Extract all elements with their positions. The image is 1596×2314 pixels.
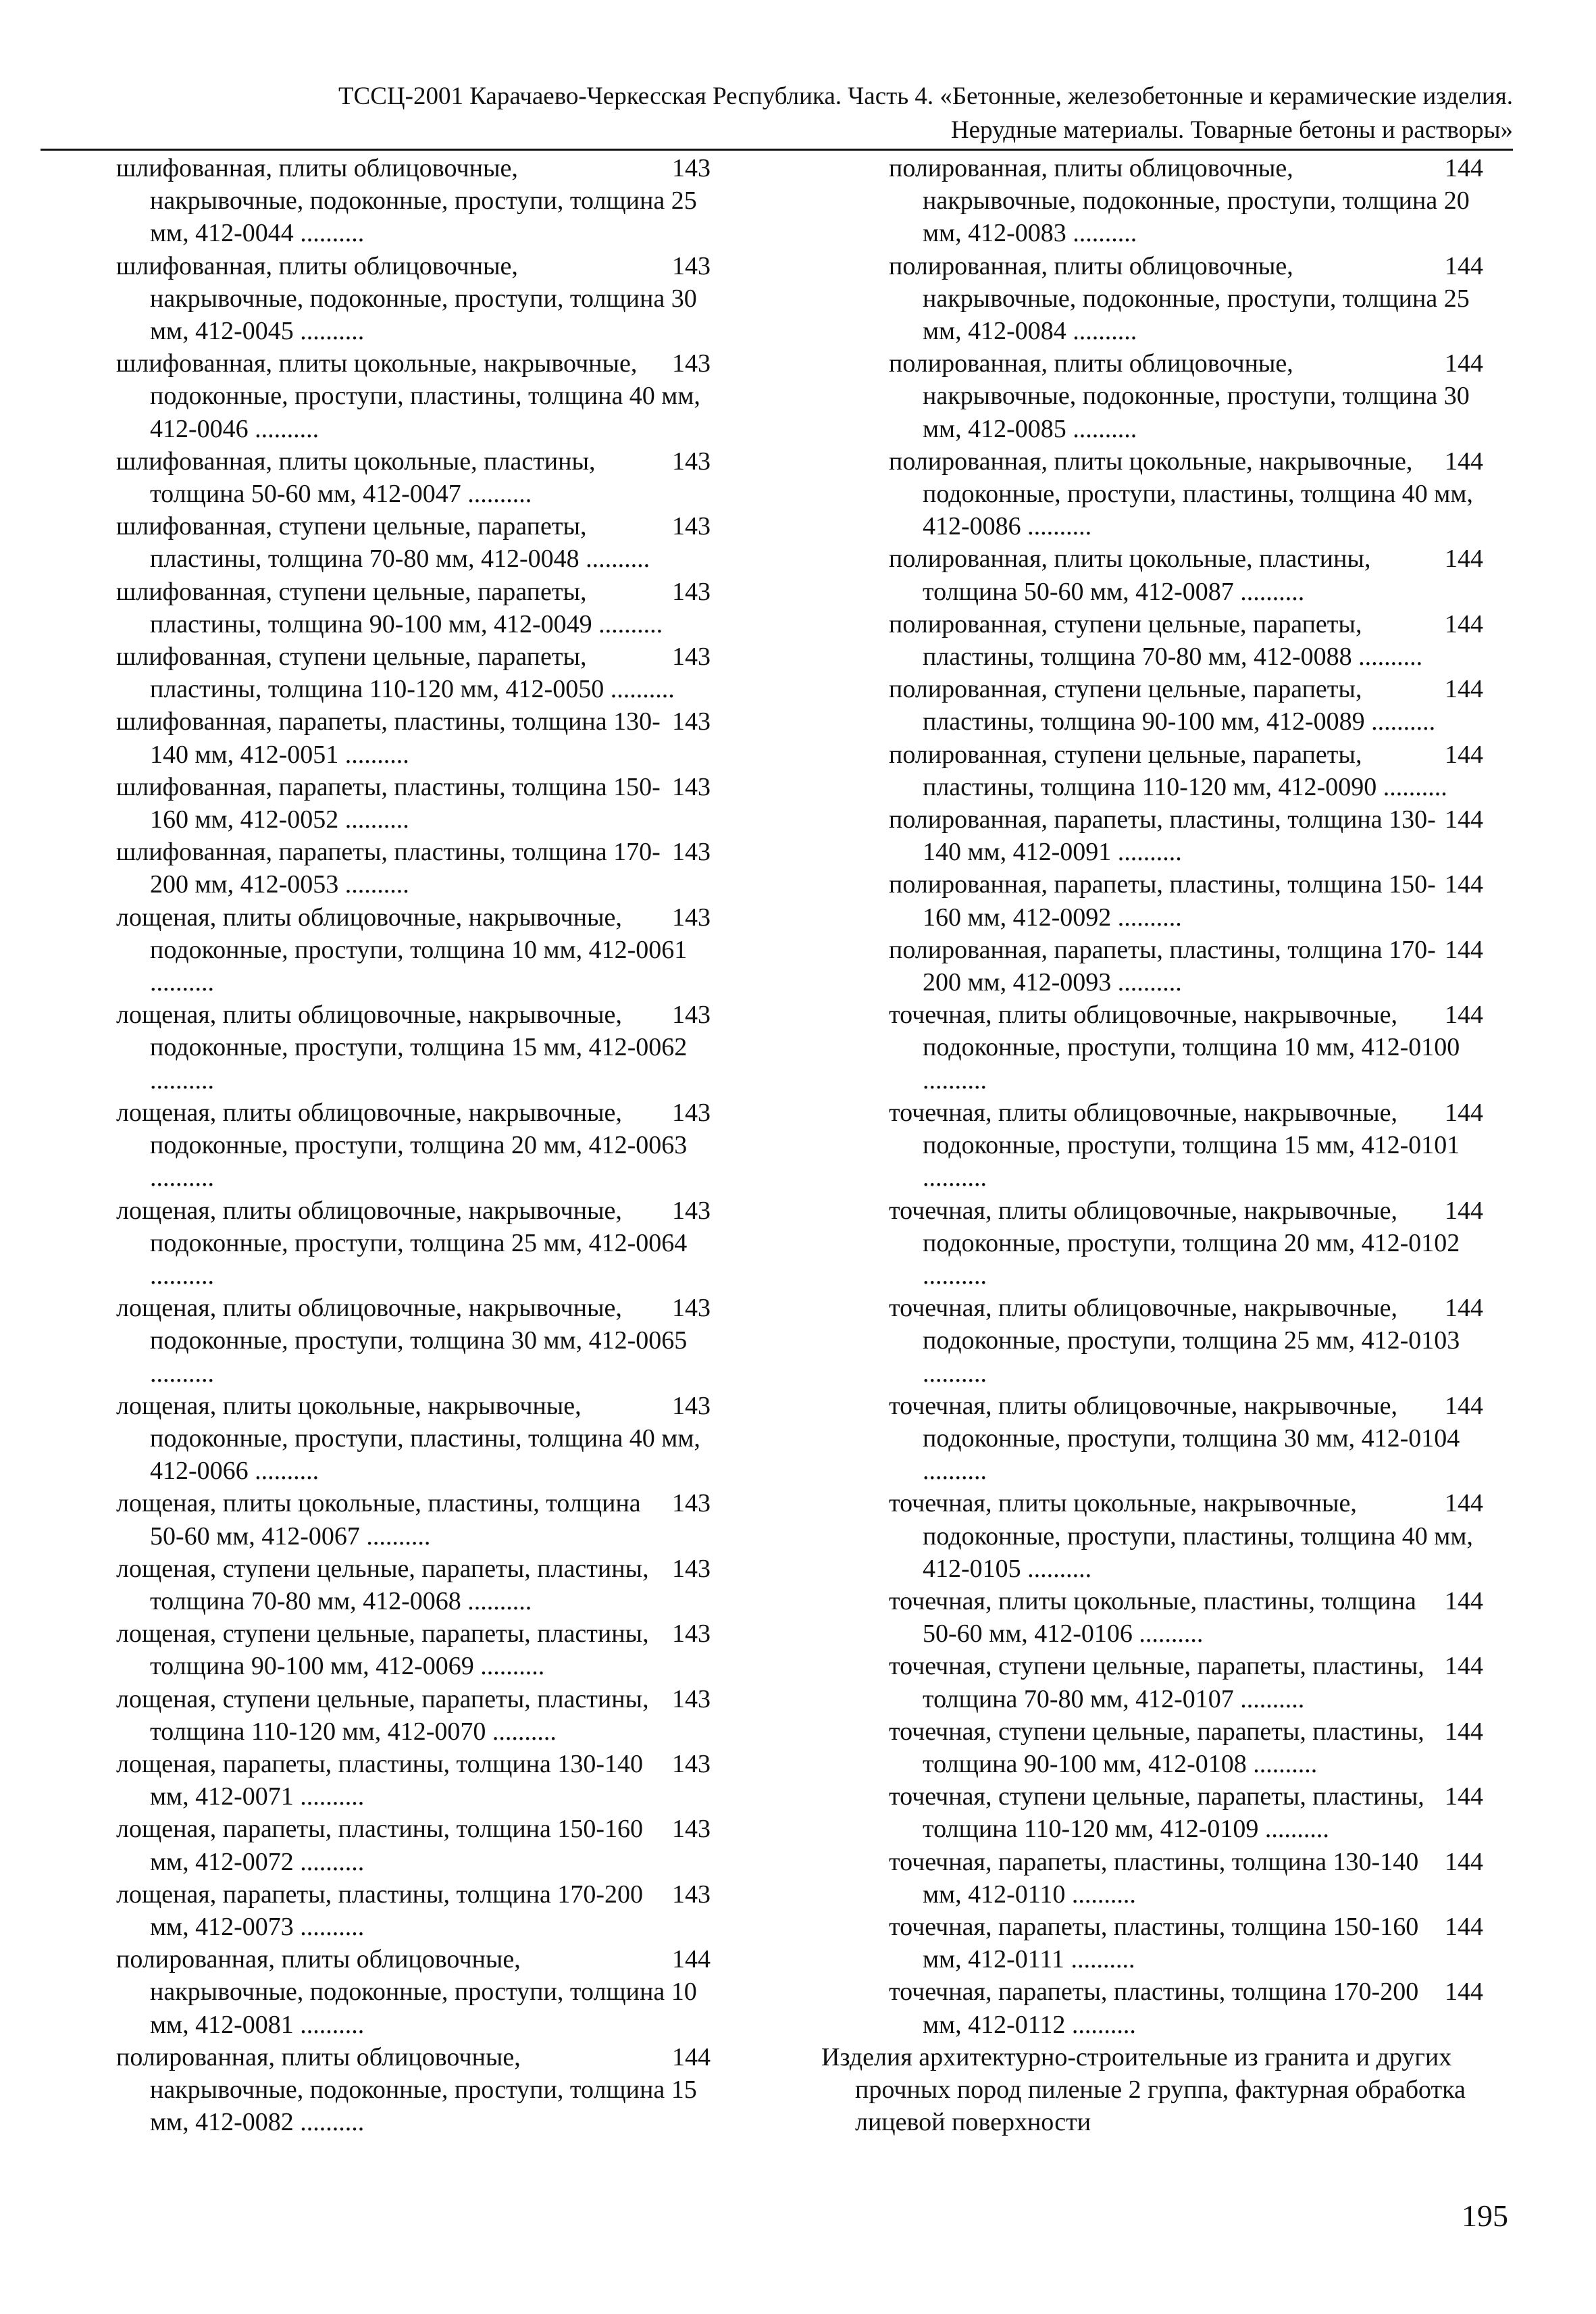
index-entry-page: 143: [672, 154, 711, 182]
index-entry: [116, 1097, 711, 1194]
index-entry-page: 143: [672, 1489, 711, 1518]
index-entry-page: 144: [1445, 740, 1483, 769]
index-entry-text: полированная, парапеты, пластины, толщина 150-160 мм, 412-0092: [889, 870, 1436, 932]
index-entry-page: 143: [672, 903, 711, 932]
index-entry: [116, 1813, 711, 1878]
index-entry: [889, 1097, 1483, 1194]
index-entry-text: точечная, парапеты, пластины, толщина 130-140 мм, 412-0110: [889, 1847, 1419, 1909]
dot-leader: ..........: [1021, 1554, 1092, 1583]
index-entry: [889, 1585, 1483, 1650]
index-entry: [889, 934, 1483, 999]
index-entry: [116, 999, 711, 1097]
index-entry-page: 143: [672, 577, 711, 606]
index-entry: [116, 1683, 711, 1748]
index-entry: [116, 836, 711, 901]
dot-leader: ..........: [1111, 838, 1182, 867]
dot-leader: ..........: [150, 1359, 214, 1388]
index-entry: [889, 1292, 1483, 1390]
index-entry-page: 144: [1445, 870, 1483, 899]
dot-leader: ..........: [1364, 707, 1436, 736]
index-entry: [116, 510, 711, 575]
index-entry-page: 143: [672, 1880, 711, 1909]
index-entry: [116, 250, 711, 348]
section-heading: Изделия архитектурно-строительные из гранита и других прочных пород пиленые 2 группа, фактурная обработка лицевой поверхности: [821, 2042, 1466, 2137]
index-entry-page: 144: [1445, 251, 1483, 280]
index-entry-page: 144: [672, 1945, 711, 1974]
dot-leader: ..........: [338, 805, 409, 834]
index-entry-text: шлифованная, парапеты, пластины, толщина 150-160 мм, 412-0052: [116, 772, 661, 834]
index-entry-text: полированная, плиты облицовочные, накрывочные, подоконные, проступи, толщина 25 мм, 412-0084: [889, 251, 1470, 346]
index-entry: [116, 1878, 711, 1943]
dot-leader: ..........: [293, 2010, 365, 2039]
index-entry: [116, 771, 711, 836]
index-entry-page: 143: [672, 1554, 711, 1583]
index-entry-page: 144: [1445, 1294, 1483, 1323]
header-line-2: Нерудные материалы. Товарные бетоны и растворы»: [950, 116, 1513, 144]
index-entry-page: 144: [1445, 1001, 1483, 1030]
index-entry-text: точечная, плиты цокольные, накрывочные, подоконные, проступи, пластины, толщина 40 мм, 412-0105: [889, 1489, 1473, 1583]
dot-leader: ..........: [1111, 968, 1182, 997]
index-entry-text: шлифованная, ступени цельные, парапеты, пластины, толщина 70-80 мм, 412-0048: [116, 512, 587, 574]
dot-leader: ..........: [1064, 1945, 1135, 1974]
index-entry-text: лощеная, плиты облицовочные, накрывочные, подоконные, проступи, толщина 10 мм, 412-0061: [116, 903, 688, 964]
index-entry-text: лощеная, парапеты, пластины, толщина 130-140 мм, 412-0071: [116, 1749, 644, 1811]
index-entry: [889, 347, 1483, 445]
dot-leader: ..........: [293, 317, 365, 346]
index-entry-page: 144: [1445, 1489, 1483, 1518]
index-entry-text: полированная, плиты цокольные, накрывочные, подоконные, проступи, пластины, толщина 40 мм, 412-0086: [889, 447, 1473, 541]
index-entry-text: лощеная, парапеты, пластины, толщина 170-200 мм, 412-0073: [116, 1880, 644, 1941]
dot-leader: ..........: [923, 1163, 987, 1192]
index-entry-page: 144: [672, 2042, 711, 2071]
index-entry: [116, 705, 711, 770]
index-entry-text: шлифованная, ступени цельные, парапеты, пластины, толщина 90-100 мм, 412-0049: [116, 577, 592, 638]
dot-leader: ..........: [248, 414, 319, 443]
index-entry: [889, 999, 1483, 1097]
index-entry: [116, 640, 711, 705]
dot-leader: ..........: [359, 1521, 431, 1551]
dot-leader: ..........: [461, 1586, 532, 1615]
dot-leader: ..........: [923, 1359, 987, 1388]
index-entry-text: шлифованная, плиты цокольные, накрывочные, подоконные, проступи, пластины, толщина 40 мм, 412-0046: [116, 349, 700, 443]
page-number: 195: [1462, 2198, 1508, 2233]
index-entry: [116, 2041, 711, 2139]
index-entry-text: шлифованная, парапеты, пластины, толщина 130-140 мм, 412-0051: [116, 707, 661, 769]
index-entry-page: 144: [1445, 1847, 1483, 1876]
index-entry-text: полированная, ступени цельные, парапеты, пластины, толщина 90-100 мм, 412-0089: [889, 675, 1365, 736]
index-entry-page: 144: [1445, 1391, 1483, 1420]
index-entry-page: 144: [1445, 1782, 1483, 1811]
index-entry: [116, 1748, 711, 1813]
index-entry-text: лощеная, плиты цокольные, пластины, толщина 50-60 мм, 412-0067: [116, 1489, 641, 1551]
index-entry-page: 143: [672, 643, 711, 672]
index-column-left: [116, 152, 711, 2138]
index-entry: [116, 576, 711, 640]
index-entry-page: 144: [1445, 935, 1483, 964]
dot-leader: ..........: [150, 968, 214, 997]
index-entry: [889, 1487, 1483, 1585]
dot-leader: ..........: [486, 1717, 557, 1746]
index-entry: [889, 1976, 1483, 2040]
index-entry: [116, 1943, 711, 2041]
dot-leader: ..........: [1233, 1684, 1305, 1713]
index-entry-text: полированная, ступени цельные, парапеты, пластины, толщина 70-80 мм, 412-0088: [889, 609, 1362, 672]
index-entry-page: 143: [672, 1294, 711, 1323]
index-entry-text: полированная, плиты облицовочные, накрывочные, подоконные, проступи, толщина 20 мм, 412-0083: [889, 154, 1470, 248]
dot-leader: ..........: [150, 1065, 214, 1095]
index-entry-text: точечная, плиты облицовочные, накрывочные, подоконные, проступи, толщина 15 мм, 412-0101: [889, 1098, 1460, 1160]
index-entry-text: лощеная, плиты облицовочные, накрывочные, подоконные, проступи, толщина 30 мм, 412-0065: [116, 1294, 688, 1355]
index-column-right: [821, 152, 1483, 2138]
running-header: [108, 80, 1513, 147]
index-entry-text: точечная, плиты облицовочные, накрывочные, подоконные, проступи, толщина 25 мм, 412-0103: [889, 1294, 1460, 1355]
index-entry: [889, 1715, 1483, 1780]
index-entry-text: точечная, ступени цельные, парапеты, пластины, толщина 70-80 мм, 412-0107: [889, 1652, 1424, 1713]
index-entry: [116, 1390, 711, 1488]
index-entry-page: 143: [672, 251, 711, 280]
dot-leader: ..........: [1066, 414, 1137, 443]
index-entry-page: 143: [672, 1815, 711, 1844]
index-entry-text: шлифованная, плиты цокольные, пластины, толщина 50-60 мм, 412-0047: [116, 447, 596, 509]
index-entry: [889, 1194, 1483, 1292]
dot-leader: ..........: [1233, 577, 1305, 606]
index-entry-text: лощеная, плиты цокольные, накрывочные, подоконные, проступи, пластины, толщина 40 мм, 412-0066: [116, 1391, 700, 1486]
dot-leader: ..........: [1065, 2010, 1136, 2039]
index-entry-page: 143: [672, 1098, 711, 1127]
index-entry-page: 144: [1445, 1098, 1483, 1127]
index-entry-text: лощеная, ступени цельные, парапеты, пластины, толщина 90-100 мм, 412-0069: [116, 1619, 649, 1681]
index-entry-text: шлифованная, плиты облицовочные, накрывочные, подоконные, проступи, толщина 30 мм, 412-0045: [116, 251, 697, 346]
index-entry: [116, 1194, 711, 1292]
index-entry-page: 143: [672, 349, 711, 378]
dot-leader: ..........: [293, 1847, 365, 1876]
index-entry-page: 144: [1445, 609, 1483, 638]
index-entry: [889, 1780, 1483, 1845]
index-entry-text: лощеная, плиты облицовочные, накрывочные, подоконные, проступи, толщина 25 мм, 412-0064: [116, 1196, 688, 1257]
index-entry: [116, 152, 711, 250]
index-entry-page: 143: [672, 838, 711, 867]
index-entry-page: 143: [672, 1619, 711, 1649]
dot-leader: ..........: [923, 1457, 987, 1486]
index-entry: [889, 868, 1483, 933]
dot-leader: ..........: [338, 740, 409, 769]
dot-leader: ..........: [1066, 219, 1137, 248]
index-entry-text: полированная, парапеты, пластины, толщина 170-200 мм, 412-0093: [889, 935, 1436, 997]
index-entry: [116, 347, 711, 445]
dot-leader: ..........: [150, 1163, 214, 1192]
index-entry-text: точечная, плиты облицовочные, накрывочные, подоконные, проступи, толщина 20 мм, 412-0102: [889, 1196, 1460, 1257]
index-entry-text: шлифованная, ступени цельные, парапеты, пластины, толщина 110-120 мм, 412-0050: [116, 643, 604, 704]
dot-leader: ..........: [293, 219, 365, 248]
index-entry: [116, 1487, 711, 1552]
index-entry-page: 143: [672, 707, 711, 736]
index-entry: [116, 1617, 711, 1682]
dot-leader: ..........: [293, 2108, 365, 2137]
header-rule: [41, 149, 1513, 151]
index-entry: [116, 1292, 711, 1390]
index-entry-page: 143: [672, 1684, 711, 1713]
index-entry-page: 143: [672, 1391, 711, 1420]
header-line-1: ТССЦ-2001 Карачаево-Черкесская Республика. Часть 4. «Бетонные, железобетонные и керамические изделия.: [338, 82, 1513, 110]
dot-leader: ..........: [1132, 1619, 1204, 1649]
index-entry: [116, 901, 711, 999]
index-entry-text: лощеная, парапеты, пластины, толщина 150-160 мм, 412-0072: [116, 1815, 644, 1876]
index-entry-text: полированная, плиты цокольные, пластины, толщина 50-60 мм, 412-0087: [889, 545, 1371, 606]
index-entry-text: точечная, парапеты, пластины, толщина 170-200 мм, 412-0112: [889, 1978, 1419, 2039]
dot-leader: ..........: [293, 1782, 365, 1811]
index-entry-page: 144: [1445, 1912, 1483, 1941]
dot-leader: ..........: [1258, 1815, 1329, 1844]
index-entry-page: 144: [1445, 545, 1483, 574]
index-entry-page: 143: [672, 1196, 711, 1225]
index-entry-text: шлифованная, плиты облицовочные, накрывочные, подоконные, проступи, толщина 25 мм, 412-0044: [116, 154, 697, 248]
dot-leader: ..........: [1066, 317, 1137, 346]
index-entry-text: полированная, плиты облицовочные, накрывочные, подоконные, проступи, толщина 30 мм, 412-0085: [889, 349, 1470, 443]
index-entry: [889, 1846, 1483, 1911]
index-entry-page: 144: [1445, 805, 1483, 834]
dot-leader: ..........: [338, 870, 409, 899]
dot-leader: ..........: [248, 1457, 319, 1486]
index-entry-page: 144: [1445, 154, 1483, 182]
index-entry: [889, 543, 1483, 607]
index-entry: [116, 1553, 711, 1617]
index-entry-text: лощеная, плиты облицовочные, накрывочные, подоконные, проступи, толщина 15 мм, 412-0062: [116, 1001, 688, 1062]
dot-leader: ..........: [1111, 903, 1182, 932]
dot-leader: ..........: [592, 609, 663, 638]
index-entry: [889, 1390, 1483, 1488]
index-entry-text: точечная, парапеты, пластины, толщина 150-160 мм, 412-0111: [889, 1912, 1419, 1974]
dot-leader: ..........: [150, 1261, 214, 1290]
index-entry-text: полированная, парапеты, пластины, толщина 130-140 мм, 412-0091: [889, 805, 1436, 867]
index-entry-page: 143: [672, 772, 711, 801]
index-entry-text: точечная, плиты облицовочные, накрывочные, подоконные, проступи, толщина 30 мм, 412-0104: [889, 1391, 1460, 1453]
index-entry-text: полированная, плиты облицовочные, накрывочные, подоконные, проступи, толщина 15 мм, 412-0082: [116, 2042, 697, 2137]
index-entry-page: 144: [1445, 1978, 1483, 2007]
index-entry-text: лощеная, ступени цельные, парапеты, пластины, толщина 110-120 мм, 412-0070: [116, 1684, 649, 1746]
index-entry-page: 143: [672, 512, 711, 541]
index-entry-text: точечная, ступени цельные, парапеты, пластины, толщина 110-120 мм, 412-0109: [889, 1782, 1424, 1844]
index-entry-page: 144: [1445, 447, 1483, 476]
index-entry-text: полированная, плиты облицовочные, накрывочные, подоконные, проступи, толщина 10 мм, 412-0081: [116, 1945, 697, 2039]
index-entry: [889, 803, 1483, 868]
index-entry-page: 143: [672, 1001, 711, 1030]
index-entry: [889, 1650, 1483, 1715]
index-entry-page: 144: [1445, 1717, 1483, 1746]
index-entry-page: 143: [672, 447, 711, 476]
index-entry: [889, 738, 1483, 803]
index-entry-page: 143: [672, 1749, 711, 1778]
index-entry: [889, 673, 1483, 738]
index-entry: [889, 1911, 1483, 1976]
index-entry-page: 144: [1445, 1196, 1483, 1225]
dot-leader: ..........: [579, 545, 650, 574]
dot-leader: ..........: [604, 675, 675, 704]
index-entry: [889, 152, 1483, 250]
dot-leader: ..........: [473, 1652, 545, 1681]
index-entry-text: точечная, плиты облицовочные, накрывочные, подоконные, проступи, толщина 10 мм, 412-0100: [889, 1001, 1460, 1062]
index-entry-text: шлифованная, парапеты, пластины, толщина 170-200 мм, 412-0053: [116, 838, 661, 899]
index-entry-page: 144: [1445, 349, 1483, 378]
index-entry-page: 144: [1445, 1652, 1483, 1681]
dot-leader: ..........: [1352, 643, 1423, 672]
dot-leader: ..........: [1065, 1880, 1136, 1909]
dot-leader: ..........: [293, 1912, 365, 1941]
index-entry-text: полированная, ступени цельные, парапеты, пластины, толщина 110-120 мм, 412-0090: [889, 740, 1377, 801]
index-entry-page: 144: [1445, 1586, 1483, 1615]
dot-leader: ..........: [923, 1065, 987, 1095]
index-entry: [889, 250, 1483, 348]
index-entry-text: точечная, ступени цельные, парапеты, пластины, толщина 90-100 мм, 412-0108: [889, 1717, 1424, 1778]
index-entry-text: точечная, плиты цокольные, пластины, толщина 50-60 мм, 412-0106: [889, 1586, 1416, 1649]
index-entry: [889, 608, 1483, 673]
dot-leader: ..........: [1021, 512, 1092, 541]
index-entry-text: лощеная, плиты облицовочные, накрывочные, подоконные, проступи, толщина 20 мм, 412-0063: [116, 1098, 688, 1160]
dot-leader: ..........: [461, 480, 532, 509]
index-entry: [116, 445, 711, 510]
dot-leader: ..........: [1246, 1749, 1318, 1778]
index-entry-text: лощеная, ступени цельные, парапеты, пластины, толщина 70-80 мм, 412-0068: [116, 1554, 649, 1615]
dot-leader: ..........: [1376, 772, 1447, 801]
dot-leader: ..........: [923, 1261, 987, 1290]
index-entry-page: 144: [1445, 675, 1483, 704]
index-entry: [889, 445, 1483, 543]
